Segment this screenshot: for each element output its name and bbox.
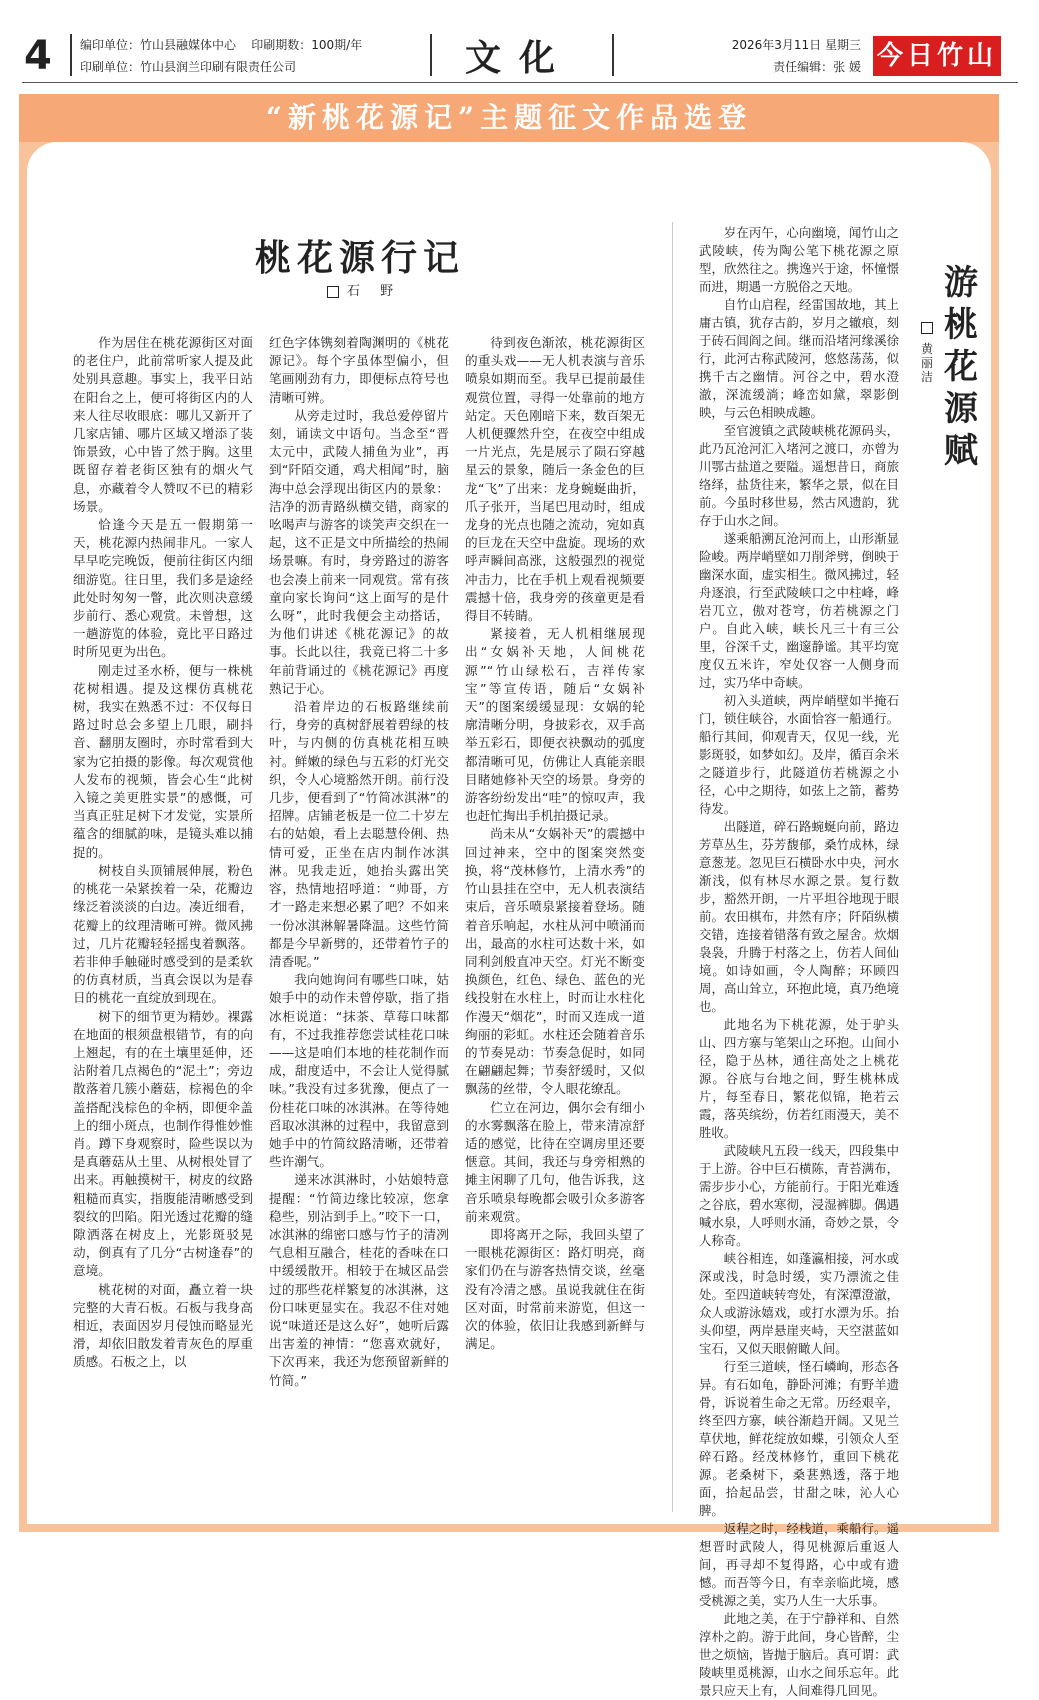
article2-author: 黄丽洁 [920,342,933,384]
header-rule [22,82,1018,83]
paragraph: 我向她询问有哪些口味，姑娘手中的动作未曾停歇，指了指冰柜说道：“抹茶、草莓口味都有，不过我推荐您尝试桂花口味——这是咱们本地的桂花制作而成，甜度适中，不会让人觉得腻味。”我没有过多犹豫，便点了一份桂花口味的冰淇淋。在等待她舀取冰淇淋的过程中，我留意到她手中的竹简纹路清晰，还带着些许潮气。 [269,972,449,1170]
page-header [0,0,1039,84]
editor-unit-info [80,36,362,53]
banner-title: “新桃花源记”主题征文作品选登 [265,101,753,134]
paragraph: 紧接着，无人机相继展现出“女娲补天地，人间桃花源”“竹山绿松石，吉祥传家宝”等宣传语，随后“女娲补天”的图案缓缓显现：女娲的轮廓清晰分明，身披彩衣，双手高举五彩石，即便衣袂飘动的弧度都清晰可见，仿佛让人真能亲眼目睹她修补天空的场景。身旁的游客纷纷发出“哇”的惊叹声，我也赶忙掏出手机拍摄记录。 [465,626,645,824]
article-column [73,334,253,1514]
paragraph: 桃花树的对面，矗立着一块完整的大青石板。石板与我身高相近，表面因岁月侵蚀而略显光滑，却依旧散发着青灰色的厚重质感。石板之上，以 [73,1281,253,1370]
paragraph: 初入头道峡，两岸峭壁如半掩石门，锁住峡谷，水面恰容一船通行。船行其间，仰观青天，仅见一线，光影斑驳，如梦如幻。及岸，循百余米之隧道步行，此隧道仿若桃源之小径，心中之期待，如弦上之箭，蓄势待发。 [699,693,899,816]
paragraph: 遂乘船溯瓦沧河而上，山形渐显险峻。两岸峭壁如刀削斧劈，倒映于幽深水面，虚实相生。微风拂过，轻舟逐浪，行至武陵峡口之中柱峰，峰岩兀立，傲对苍穹，仿若桃源之门户。自此入峡，峡长凡三十有三公里，谷深千丈，幽邃静谧。其平均宽度仅五米许，窄处仅容一人侧身而过，实乃华中奇峡。 [699,531,899,690]
author-marker [921,322,933,334]
paragraph: 作为居住在桃花源街区对面的老住户，此前常听家人提及此处别具意趣。事实上，我平日站在阳台之上，便可将街区内的人来人往尽收眼底：哪儿又新开了几家店铺、哪片区域又增添了装饰景致，心中皆了然于胸。这里既留存着老街区独有的烟火气息，亦藏着令人赞叹不已的精彩场景。 [73,335,253,514]
column-divider [672,222,673,1512]
issue-frequency: 印刷期数：100期/年 [251,38,363,52]
paragraph: 树下的细节更为精妙。裸露在地面的根须盘根错节，有的向上翘起，有的在土壤里延伸，还沾附着几点褐色的“泥土”；旁边散落着几簇小蘑菇，棕褐色的伞盖搭配浅棕色的伞柄，即便伞盖上的细小斑点，也制作得惟妙惟肖。蹲下身观察时，险些误以为是真蘑菇从土里、从树根处冒了出来。再触摸树干，树皮的纹路粗糙而真实，指腹能清晰感受到裂纹的凹陷。阳光透过花瓣的缝隙洒落在树皮上，光影斑驳晃动，倒真有了几分“古树逢春”的意境。 [73,1008,253,1279]
paragraph: 待到夜色渐浓，桃花源街区的重头戏——无人机表演与音乐喷泉如期而至。我早已提前最佳观赏位置，寻得一处靠前的地方站定。天色刚暗下来，数百架无人机便骤然升空，在夜空中组成一片光点，先是展示了陨石穿越星云的景象，随后一条金色的巨龙“飞”了出来：龙身蜿蜒曲折，爪子张开，当尾巴甩动时，组成龙身的光点也随之流动，宛如真的巨龙在天空中盘旋。现场的欢呼声瞬间高涨，这般强烈的视觉冲击力，比在手机上观看视频要震撼十倍，我身旁的孩童更是看得目不转睛。 [465,335,645,624]
paragraph: 递来冰淇淋时，小姑娘特意提醒：“竹简边缘比较凉，您拿稳些，别沾到手上。”咬下一口，冰淇淋的绵密口感与竹子的清冽气息相互融合，桂花的香味在口中缓缓散开。相较于在城区品尝过的那些花样繁复的冰淇淋，这份口味更显实在。我忍不住对她说“味道还是这么好”，她听后露出害羞的神情：“您喜欢就好，下次再来，我还为您预留新鲜的竹简。” [269,1172,449,1388]
paragraph: 伫立在河边，偶尔会有细小的水雾飘落在脸上，带来清凉舒适的感觉，比待在空调房里还要惬意。其间，我还与身旁相熟的摊主闲聊了几句，他告诉我，这音乐喷泉每晚都会吸引众多游客前来观赏。 [465,1099,645,1224]
paragraph: 自竹山启程，经雷国故地，其上庸古镇，犹存古韵，岁月之辙痕，刻于砖石闾阎之间。继而沿堵河缘溪徐行，此河古称武陵河，悠悠荡荡，似携千古之幽情。河谷之中，碧水澄澈，深流缓淌；峰峦如黛，翠影倒映，与云色相映成趣。 [699,297,899,420]
section-title: 文化 [465,37,574,79]
paragraph: 沿着岸边的石板路继续前行，身旁的真树舒展着碧绿的枝叶，与内侧的仿真桃花相互映衬。鲜嫩的绿色与五彩的灯光交织，令人心境豁然开朗。前行没几步，便看到了“竹简冰淇淋”的招牌。店铺老板是一位二十岁左右的姑娘，看上去聪慧伶俐、热情可爱，正坐在店内制作冰淇淋。见我走近，她抬头露出笑容，热情地招呼道：“帅哥，方才一路走来想必累了吧？不如来一份冰淇淋解暑降温。这些竹简都是今早新劈的，还带着竹子的清香呢。” [269,699,449,969]
printer-info: 印刷单位：竹山县润兰印刷有限责任公司 [80,60,297,74]
paragraph: 返程之时，经栈道，乘船行。遥想晋时武陵人，得见桃源后重返人间，再寻却不复得路，心中或有遗憾。而吾等今日，有幸亲临此境，感受桃源之美，实乃人生一大乐事。 [699,1521,899,1608]
article-author: 石 野 [327,280,401,299]
paragraph: 此地名为下桃花源，处于驴头山、四方寨与笔架山之环抱。山间小径，隐于丛林，通往高处之上桃花源。谷底与台地之间，野生桃林成片，每至春日，繁花似锦，艳若云霞，落英缤纷，仿若红雨漫天，美不胜收。 [699,1017,899,1140]
paragraph: 武陵峡凡五段一线天，四段集中于上游。谷中巨石横陈，青苔满布，需步步小心，方能前行。于阳光难透之谷底，碧水寒彻，浸湿裤脚。偶遇喊水泉，人呼则水涌，奇妙之景，令人称奇。 [699,1143,899,1248]
paragraph: 行至三道峡，怪石嶙峋，形态各异。有石如龟，静卧河滩；有野羊遗骨，诉说着生命之无常。历经艰辛，终至四方寨，峡谷渐趋开阔。又见兰草伏地，鲜花绽放如蝶，引领众人至碎石路。经茂林修竹，重回下桃花源。老桑树下，桑葚熟透，落于地面，拾起品尝，甘甜之味，沁人心脾。 [699,1359,899,1518]
paragraph: 刚走过圣水桥，便与一株桃花树相遇。提及这棵仿真桃花树，我实在熟悉不过：不仅每日路过时总会多望上几眼，刷抖音、翻朋友圈时，亦时常看到大家为它拍摄的影像。每次观赏他人发布的视频，皆会心生“此树入镜之美更胜实景”的感慨，可当真正驻足树下才发觉，实景所蕴含的细腻韵味，是镜头难以捕捉的。 [73,662,253,860]
divider [70,34,72,76]
paragraph: 至官渡镇之武陵峡桃花源码头，此乃瓦沧河汇入堵河之渡口，亦曾为川鄂古盐道之要隘。遥想昔日，商旅络绎，盐货往来，繁华之景，似在目前。今虽时移世易，然古风遗韵，犹存于山水之间。 [699,423,899,528]
paragraph: 岁在丙午，心向幽境，闻竹山之武陵峡，传为陶公笔下桃花源之原型，欣然往之。携逸兴于途，怀憧憬而进，期遇一方脱俗之天地。 [699,225,899,294]
paragraph: 出隧道，碎石路蜿蜒向前，路边芳草丛生，芬芳馥郁，桑竹成林，绿意葱茏。忽见巨石横卧水中央，河水渐浅，似有林尽水源之景。复行数步，豁然开朗，一片平坦谷地现于眼前。农田棋布，井然有序；阡陌纵横交错，连接着错落有致之屋舍。炊烟袅袅，升腾于村落之上，仿若人间仙境。如诗如画，令人陶醉；环顾四周，高山耸立，环抱此境，真乃绝境也。 [699,819,899,1014]
paragraph: 此地之美，在于宁静祥和、自然淳朴之韵。游于此间，身心皆醉，尘世之烦恼，皆抛于脑后。真可谓：武陵峡里觅桃源，山水之间乐忘年。此景只应天上有，人间难得几回见。 [699,1611,899,1698]
paragraph: 树枝自头顶铺展伸展，粉色的桃花一朵紧挨着一朵，花瓣边缘泛着淡淡的白边。凑近细看，花瓣上的纹理清晰可辨。微风拂过，几片花瓣轻轻摇曳着飘落。若非伸手触碰时感受到的是柔软的仿真材质，当真会误以为是春日的桃花一直绽放到现在。 [73,862,253,1006]
newspaper-logo: 今日竹山 [873,36,1001,76]
editor-unit: 编印单位：竹山县融媒体中心 [80,38,237,52]
divider [430,34,432,76]
article-column [269,334,449,1514]
page-number: 4 [24,33,52,79]
feature-frame [19,94,999,1698]
responsible-editor: 责任编辑：张 媛 [773,60,861,74]
article2-title: 游桃花源赋 [944,263,978,471]
article-title: 桃花源行记 [255,237,466,279]
feature-banner [19,94,999,142]
issue-date: 2026年3月11日 星期三 [731,38,861,52]
article-column [699,224,899,1698]
paragraph: 峡谷相连，如蓬瀛相接，河水或深或浅，时急时缓，实乃漂流之佳处。至四道峡转弯处，有深潭澄澈，众人或游泳嬉戏，或打水漂为乐。抬头仰望，两岸悬崖夹峙，天空湛蓝如宝石，又似天眼俯瞰人间。 [699,1251,899,1356]
article-column [465,334,645,1514]
paragraph: 恰逢今天是五一假期第一天，桃花源内热闹非凡。一家人早早吃完晚饭，便前往街区内细细游览。往日里，我们多是途经此处时匆匆一瞥，此次则决意缓步前行、悉心观赏。未曾想，这一趟游览的体验，竟比平日路过时所见更为出色。 [73,517,253,660]
paragraph: 红色字体镌刻着陶渊明的《桃花源记》。每个字虽体型偏小，但笔画刚劲有力，即便标点符号也清晰可辨。 [269,335,449,405]
feature-content [27,142,991,1698]
paragraph: 即将离开之际，我回头望了一眼桃花源街区：路灯明亮，商家们仍在与游客热情交谈，丝毫没有冷清之感。虽说我就住在街区对面，时常前来游览，但这一次的体验，依旧让我感到新鲜与满足。 [465,1226,645,1352]
paragraph: 尚未从“女娲补天”的震撼中回过神来，空中的图案突然变换，将“茂林修竹，上清水秀”的竹山县挂在空中，无人机表演结束后，音乐喷泉紧接着登场。随着音乐响起，水柱从河中喷涌而出，最高的水柱可达数十米，如同利剑般直冲天空。灯光不断变换颜色，红色、绿色、蓝色的光线投射在水柱上，时而让水柱化作漫天“烟花”，时而又连成一道绚丽的彩虹。水柱还会随着音乐的节奏晃动：节奏急促时，如同在翩翩起舞；节奏舒缓时，又似飘荡的丝带，令人眼花缭乱。 [465,826,645,1097]
paragraph: 从旁走过时，我总爱停留片刻，诵读文中语句。当念至“晋太元中，武陵人捕鱼为业”，再到“阡陌交通，鸡犬相闻”时，脑海中总会浮现出街区内的景象：洁净的沥青路纵横交错，商家的吆喝声与游客的谈笑声交织在一起，这不正是文中所描绘的热闹场景嘛。有时，身旁路过的游客也会凑上前来一同观赏。常有孩童向家长询问“这上面写的是什么呀”，此时我便会主动搭话，为他们讲述《桃花源记》的故事。长此以往，我竟已将二十多年前背诵过的《桃花源记》再度熟记于心。 [269,407,449,696]
divider [612,34,614,76]
